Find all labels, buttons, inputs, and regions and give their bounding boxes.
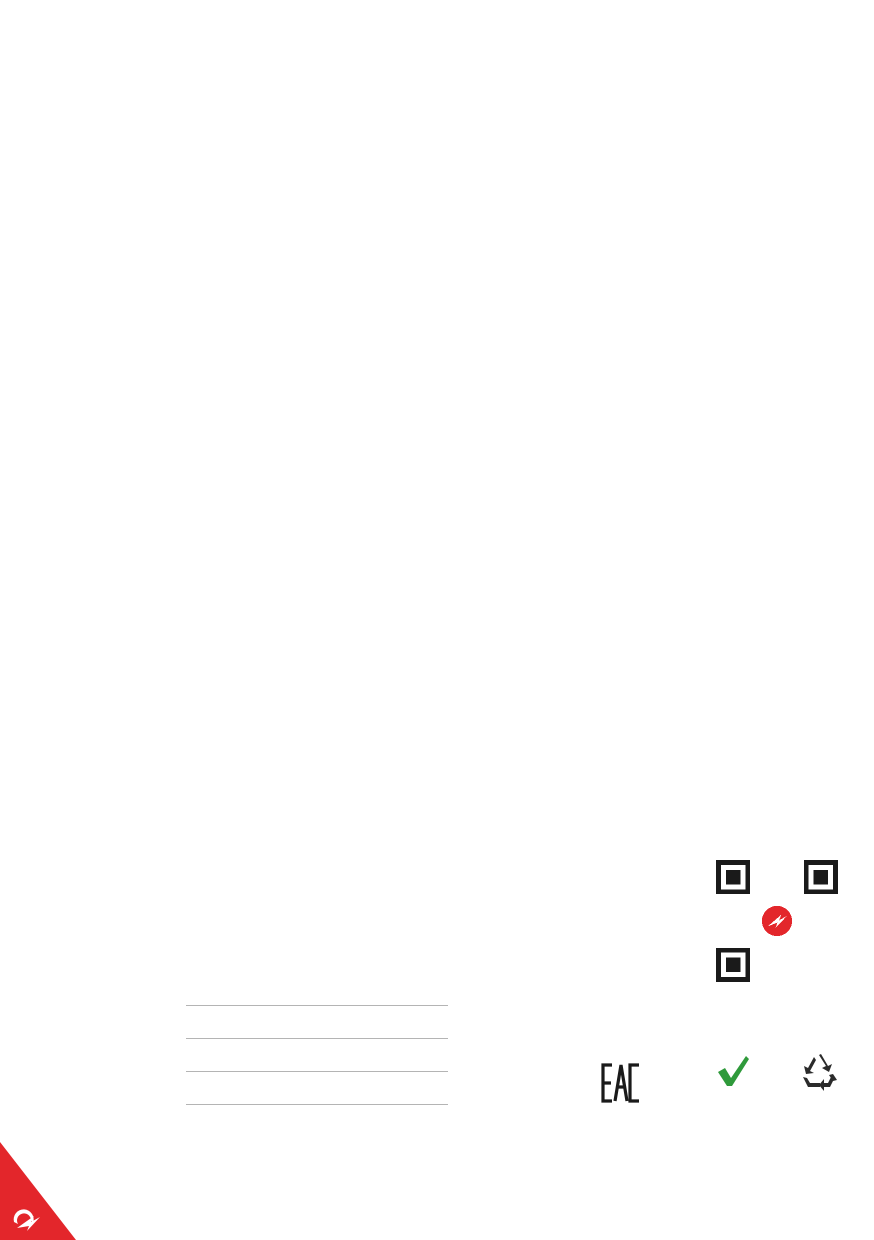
qr-code-icon[interactable] [716,860,838,982]
seller-field[interactable] [186,1071,448,1072]
arlight-corner-logo-icon [0,1142,76,1240]
consumer-field[interactable] [186,1104,448,1105]
rohs-mark-icon [716,1054,794,1090]
certification-logos [600,1048,845,1118]
recycle-icon [799,1052,839,1092]
model-field[interactable] [186,1005,448,1006]
sale-date-field[interactable] [186,1038,448,1039]
consumer-row [47,1085,457,1105]
model-row [47,986,457,1006]
eac-mark-icon [600,1048,642,1118]
arlight-logo-icon [760,904,794,938]
sale-date-row [47,1019,457,1039]
seller-row [47,1052,457,1072]
